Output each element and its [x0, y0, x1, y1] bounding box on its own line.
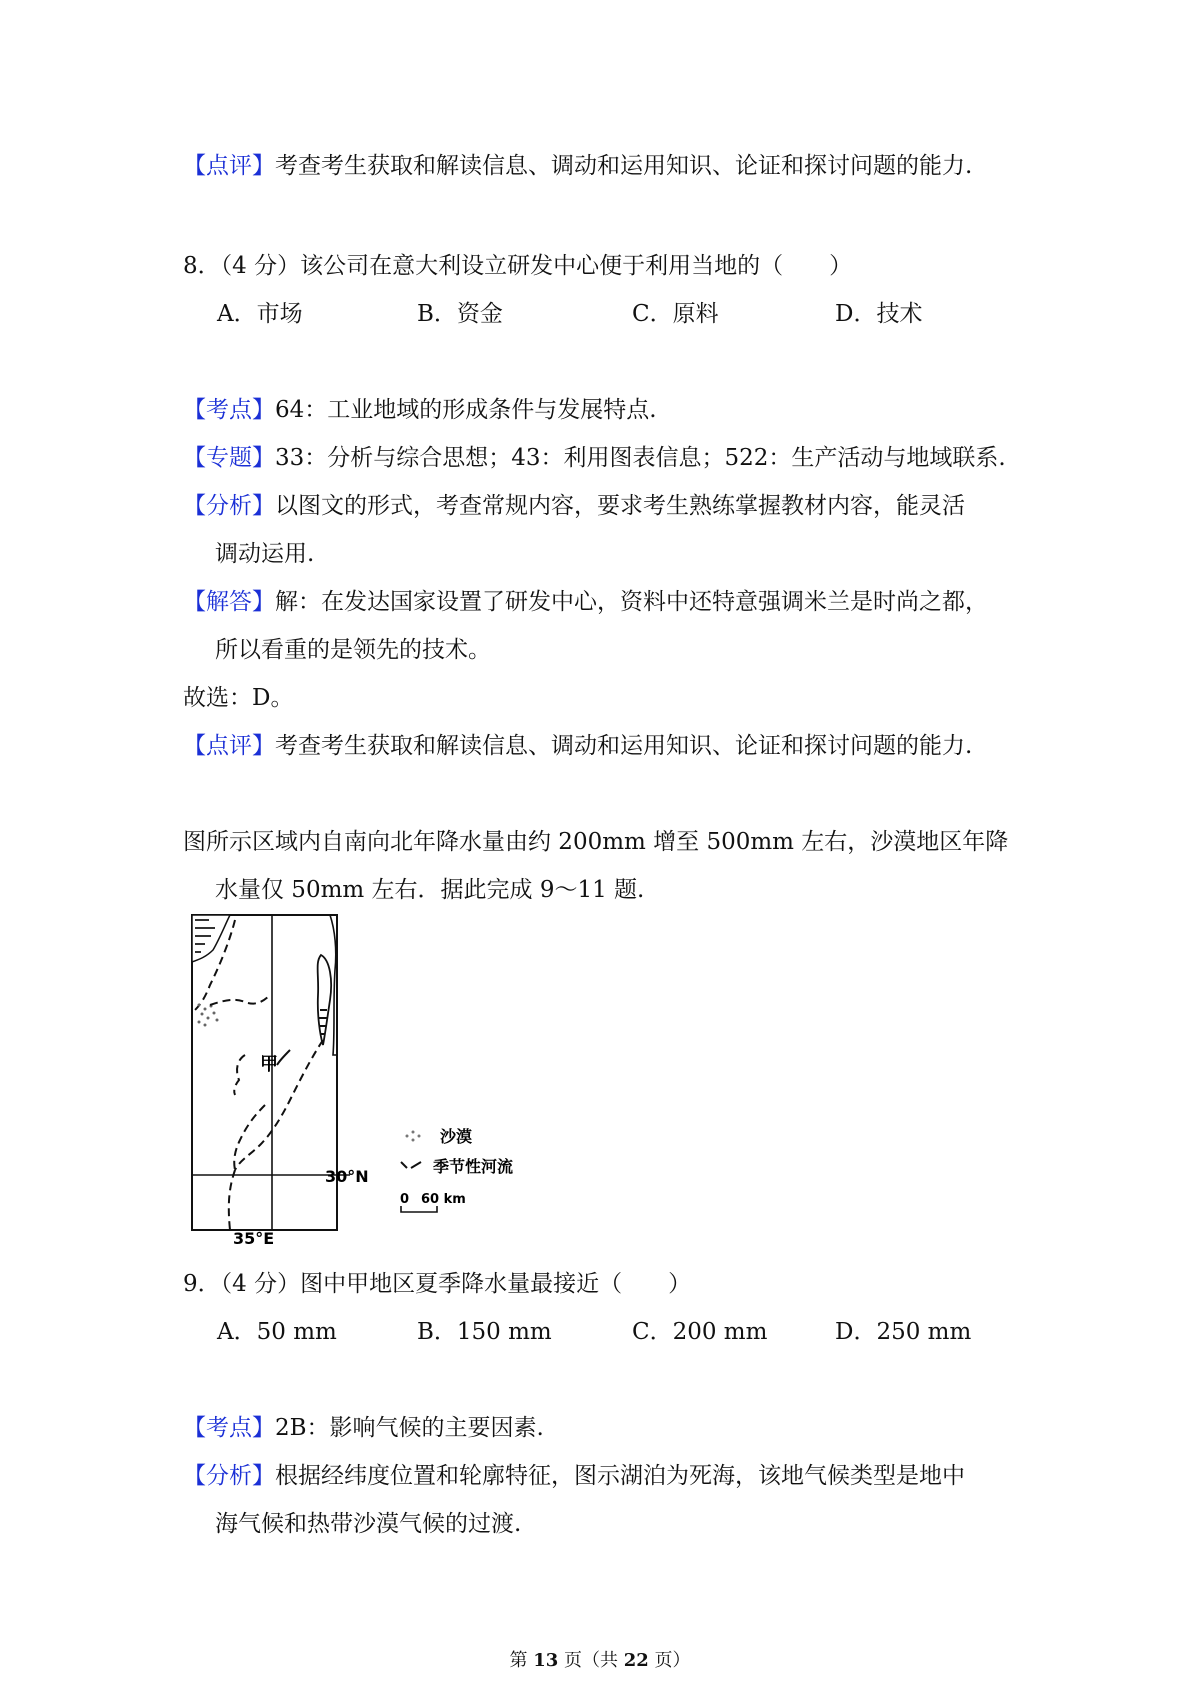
total-pages: 22 [623, 1650, 649, 1671]
desert-dots [198, 1004, 219, 1027]
zhuanti-tag: 【专题】 [183, 445, 275, 471]
kaodian-text-9: 2B：影响气候的主要因素. [275, 1415, 544, 1441]
legend-desert-label: 沙漠 [440, 1127, 473, 1146]
page-number: 13 [533, 1650, 559, 1671]
q8-option-d: D．技术 [835, 301, 923, 327]
review-tag: 【点评】 [183, 153, 275, 179]
river-6 [277, 1050, 290, 1065]
fenxi-line-9 [183, 1460, 965, 1492]
zhuanti-line [183, 442, 1006, 474]
river-5 [234, 1055, 245, 1095]
review-line-2 [183, 730, 972, 762]
footer-middle: 页（共 [564, 1650, 618, 1671]
jieda-tag: 【解答】 [183, 589, 275, 615]
legend-river-label: 季节性河流 [433, 1157, 514, 1176]
zhuanti-text: 33：分析与综合思想；43：利用图表信息；522：生产活动与地域联系. [275, 445, 1006, 471]
footer-prefix: 第 [509, 1650, 528, 1671]
kaodian-tag: 【考点】 [183, 397, 275, 423]
sea-area [192, 915, 230, 962]
legend-desert-symbol [406, 1131, 421, 1142]
q8-option-b: B．资金 [417, 301, 503, 327]
fenxi-line [183, 490, 965, 522]
q9-option-d: D．250 mm [835, 1319, 972, 1345]
jieda-text: 解：在发达国家设置了研发中心，资料中还特意强调米兰是时尚之都， [275, 589, 988, 615]
review-tag-2: 【点评】 [183, 733, 275, 759]
river-1 [210, 995, 270, 1005]
page-footer [0, 1646, 1200, 1672]
kaodian-line [183, 394, 657, 426]
q9-option-c: C．200 mm [632, 1319, 768, 1345]
fenxi-text: 以图文的形式，考查常规内容，要求考生熟练掌握教材内容，能灵活 [275, 493, 965, 519]
scale-label: 60 km [421, 1192, 466, 1207]
latitude-label: 30°N [325, 1167, 369, 1186]
longitude-label: 35°E [233, 1229, 275, 1248]
place-jia-label: 甲 [260, 1054, 278, 1075]
q8-option-a: A．市场 [217, 301, 303, 327]
river-4 [234, 1105, 265, 1170]
q9-option-a: A．50 mm [217, 1319, 337, 1345]
map-figure [175, 910, 595, 1250]
legend-river-symbol [401, 1162, 421, 1168]
q8-option-c: C．原料 [632, 301, 719, 327]
question-9-stem: 9．（4 分）图中甲地区夏季降水量最接近（ ） [183, 1271, 692, 1297]
review-text: 考查考生获取和解读信息、调动和运用知识、论证和探讨问题的能力. [275, 153, 973, 179]
kaodian-tag-9: 【考点】 [183, 1415, 275, 1441]
fenxi-tag: 【分析】 [183, 493, 275, 519]
intro-line-1: 图所示区域内自南向北年降水量由约 200mm 增至 500mm 左右，沙漠地区年降 [183, 829, 1009, 855]
kaodian-line-9 [183, 1412, 544, 1444]
jieda-line [183, 586, 988, 618]
river-3 [229, 1170, 235, 1230]
footer-suffix: 页） [654, 1650, 691, 1671]
fenxi-text-9: 根据经纬度位置和轮廓特征，图示湖泊为死海，该地气候类型是地中 [275, 1463, 965, 1489]
question-8-stem: 8．（4 分）该公司在意大利设立研发中心便于利用当地的（ ） [183, 253, 853, 279]
fenxi-tag-9: 【分析】 [183, 1463, 275, 1489]
answer-choice: 故选：D。 [183, 685, 294, 711]
jieda-line-2: 所以看重的是领先的技术。 [215, 637, 491, 663]
fenxi-line-2: 调动运用. [215, 541, 315, 567]
review-text-2: 考查考生获取和解读信息、调动和运用知识、论证和探讨问题的能力. [275, 733, 973, 759]
kaodian-text: 64：工业地域的形成条件与发展特点. [275, 397, 657, 423]
q9-option-b: B．150 mm [417, 1319, 552, 1345]
intro-line-2: 水量仅 50mm 左右．据此完成 9～11 题. [215, 877, 645, 903]
lake-shape [318, 955, 332, 1045]
scale-zero: 0 [400, 1192, 410, 1207]
fenxi-line-9-2: 海气候和热带沙漠气候的过渡. [215, 1511, 522, 1537]
review-line [183, 150, 972, 182]
river-2 [235, 1040, 323, 1170]
